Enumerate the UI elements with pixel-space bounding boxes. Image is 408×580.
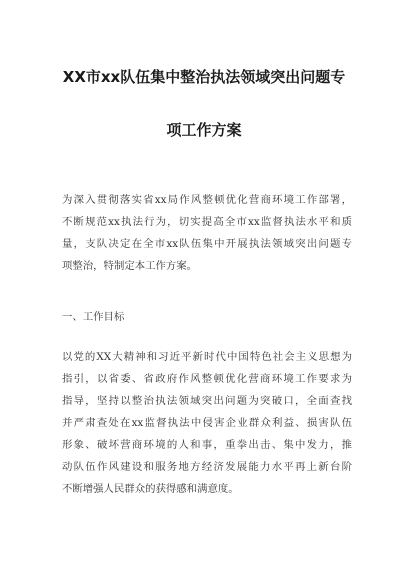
body-paragraph bbox=[62, 346, 352, 500]
paragraph-line: 动队伍作风建设和服务地方经济发展能力水平再上新台阶 bbox=[62, 461, 352, 473]
section-heading-text: 一、工作目标 bbox=[62, 311, 125, 323]
paragraph-line: 量，支队决定在全市xx队伍集中开展执法领域突出问题专 bbox=[62, 238, 352, 250]
paragraph-line: 并严肃查处在xx监督执法中侵害企业群众利益、损害队伍 bbox=[62, 417, 352, 429]
paragraph-line: 形象、破坏营商环境的人和事，重拳出击、集中发力，推 bbox=[62, 439, 352, 451]
paragraph-line: 指导，坚持以整治执法领域突出问题为突破口，全面查找 bbox=[62, 395, 352, 407]
paragraph-line: 指引，以省委、省政府作风整顿优化营商环境工作要求为 bbox=[62, 373, 352, 385]
paragraph-line: 不断增强人民群众的获得感和满意度。 bbox=[62, 483, 239, 495]
paragraph-line: 以党的XX大精神和习近平新时代中国特色社会主义思想为 bbox=[62, 351, 352, 363]
document-title-line-1: XX市xx队伍集中整治执法领域突出问题专 bbox=[62, 68, 346, 86]
section-heading bbox=[62, 306, 352, 328]
document-title-line-2: 项工作方案 bbox=[166, 121, 242, 139]
paragraph-line: 项整治，特制定本工作方案。 bbox=[62, 260, 198, 272]
intro-paragraph bbox=[62, 189, 352, 277]
paragraph-line: 不断规范xx执法行为，切实提高全市xx监督执法水平和质 bbox=[62, 216, 352, 228]
paragraph-line: 为深入贯彻落实省xx局作风整顿优化营商环境工作部署， bbox=[62, 194, 352, 206]
